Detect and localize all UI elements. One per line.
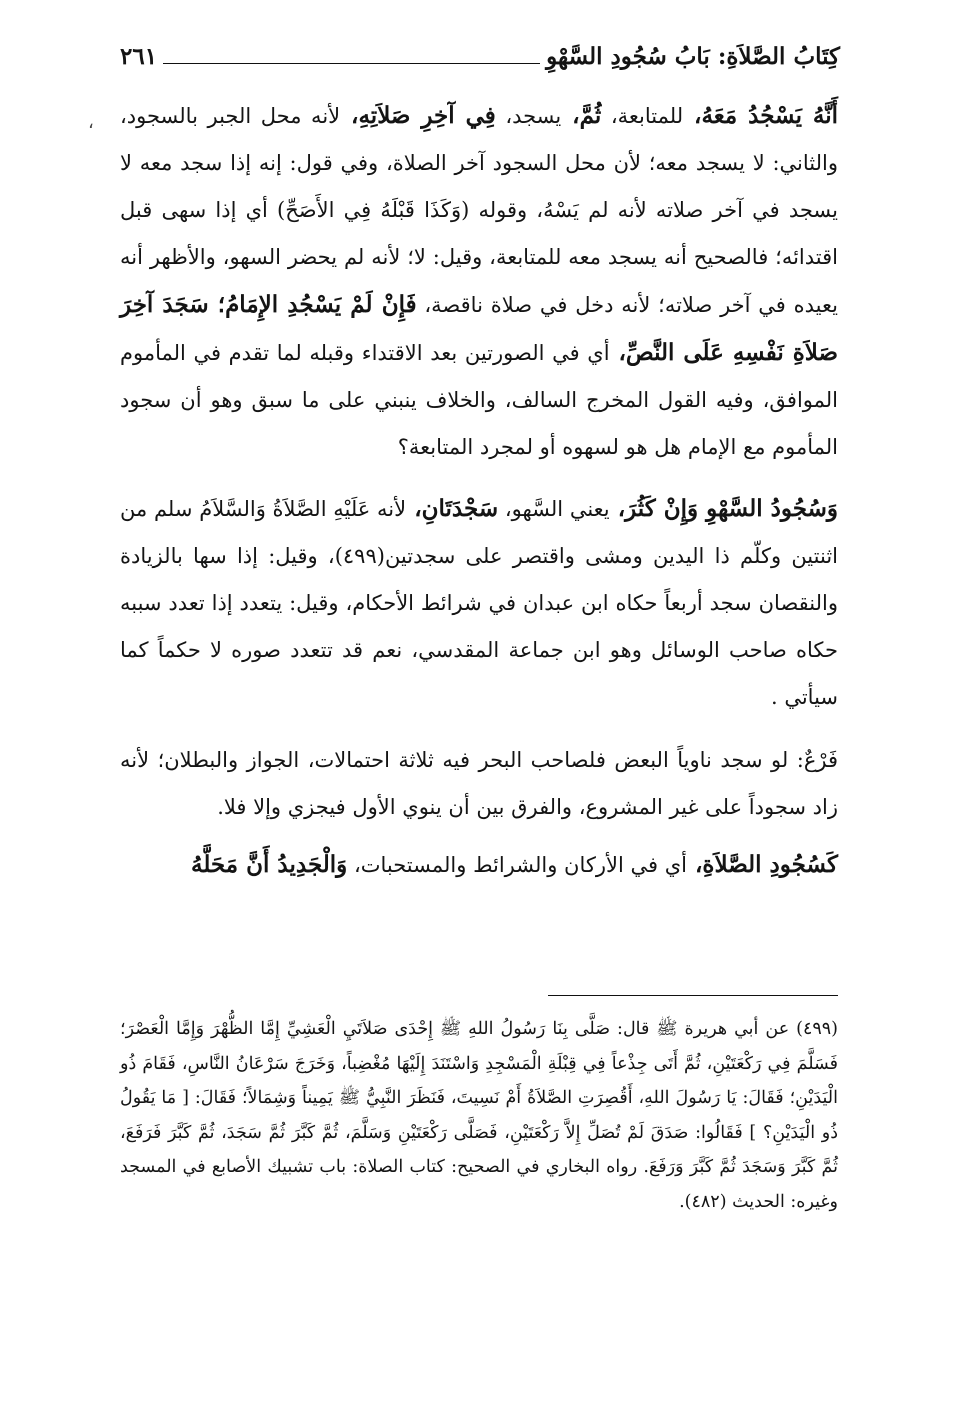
- main-text: [120, 92, 838, 889]
- commentary-segment: أي في الأركان والشرائط والمستحبات،: [347, 853, 687, 877]
- running-header: [120, 30, 840, 70]
- page-number: ٢٦١: [120, 43, 158, 70]
- paragraph-3: [120, 737, 838, 831]
- matn-segment: فَإِنْ لَمْ يَسْجُدِ الإِمَامُ؛ سَجَدَ آخِرَ صَلاَةِ نَفْسِهِ عَلَى النَّصِّ،: [120, 291, 838, 366]
- matn-segment: سَجْدَتَانِ،: [406, 495, 499, 522]
- footnote-499: (٤٩٩) عن أبي هريرة ﷺ قال: صَلَّى بِنَا رَسُولُ اللهِ ﷺ إِحْدَى صَلاَتَيِ الْعَشِيِّ إِمَّا الظُّهْرَ وَإِمَّا الْعَصْرَ؛ فَسَلَّمَ فِي رَكْعَتَيْنِ، ثُمَّ أَتَى جِذْعاً فِي قِبْلَةِ الْمَسْجِدِ وَاسْتَنَدَ إِلَيْهَا مُغْضِباً، وَخَرَجَ سَرْعَانُ النَّاسِ، فَقَامَ ذُو الْيَدَيْنِ؛ فَقَالَ: يَا رَسُولَ اللهِ، أَقُصِرَتِ الصَّلاَةُ أَمْ نَسِيتَ، فَنَظَرَ النَّبِيُّ ﷺ يَمِيناً وَشِمَالاً؛ فَقَالَ: [ مَا يَقُولُ ذُو الْيَدَيْنِ؟ ] فَقَالُوا: صَدَقَ لَمْ تُصَلِّ إِلاَّ رَكْعَتَيْنِ، فَصَلَّى رَكْعَتَيْنِ وَسَلَّمَ، ثُمَّ كَبَّرَ ثُمَّ سَجَدَ، ثُمَّ كَبَّرَ فَرَفَعَ، ثُمَّ كَبَّرَ وَسَجَدَ ثُمَّ كَبَّرَ وَرَفَعَ. رواه البخاري في الصحيح: كتاب الصلاة: باب تشبيك الأصابع في المسجد وغيره: الحديث (٤٨٢).: [120, 1019, 838, 1212]
- margin-mark: ،: [88, 112, 94, 133]
- commentary-segment: لأنه عَلَيْهِ الصَّلاَةُ وَالسَّلاَمُ سلم من اثنتين وكلّم ذا اليدين ومشى واقتصر على سجدتين(٤٩٩)، وقيل: إذا سها بالزيادة والنقصان سجد أربعاً حكاه ابن عبدان في شرائط الأحكام، وقيل: يتعدد إذا تعدد سببه حكاه صاحب الوسائل وهو ابن جماعة المقدسي، نعم قد تتعدد صوره لا حكماً كما سيأتي .: [120, 497, 838, 709]
- matn-segment: وَالْجَدِيدُ أَنَّ مَحَلَّهُ: [190, 851, 348, 878]
- matn-segment: فِي آخِرِ صَلاَتِهِ،: [340, 102, 496, 129]
- matn-segment: ثُمَّ،: [561, 102, 602, 129]
- matn-segment: وَسُجُودُ السَّهْوِ وَإِنْ كَثُرَ،: [609, 495, 838, 522]
- commentary-segment: أي في الصورتين بعد الاقتداء وقبله لما تقدم في المأموم الموافق، وفيه القول المخرج السالف، والخلاف ينبني على ما سبق وهو أن سجود المأموم مع الإمام هل هو لسهوه أو لمجرد المتابعة؟: [120, 341, 838, 459]
- footnote-separator: [548, 995, 838, 996]
- matn-segment: أَنَّهُ يَسْجُدُ مَعَهُ،: [683, 102, 838, 129]
- commentary-segment: يسجد،: [495, 104, 562, 128]
- matn-segment: كَسُجُودِ الصَّلاَةِ،: [687, 851, 838, 878]
- commentary-segment: فَرْعٌ: لو سجد ناوياً البعض فلصاحب البحر فيه ثلاثة احتمالات، الجواز والبطلان؛ لأنه زاد سجوداً على غير المشروع، والفرق بين أن ينوي الأول فيجزي وإلا فلا.: [120, 748, 838, 819]
- commentary-segment: لأنه محل الجبر بالسجود، والثاني: لا يسجد معه؛ لأن محل السجود آخر الصلاة، وفي قول: إنه إذا سجد معه لا يسجد في آخر صلاته لأنه لم يَسْهُ، وقوله (وَكَذَا قَبْلَهُ فِي الأَصَحِّ) أي إذا سهى قبل اقتدائه؛ فالصحيح أنه يسجد معه للمتابعة، وقيل: لا؛ لأنه لم يحضر السهو، والأظهر أنه يعيده في آخر صلاته؛ لأنه دخل في صلاة ناقصة،: [120, 104, 838, 317]
- paragraph-1: [120, 92, 838, 471]
- paragraph-4: [120, 841, 838, 889]
- chapter-title: كِتَابُ الصَّلاَةِ: بَابُ سُجُودِ السَّهْوِ: [546, 43, 840, 70]
- paragraph-2: [120, 485, 838, 721]
- header-rule: [163, 63, 540, 64]
- commentary-segment: يعني السَّهو،: [498, 497, 610, 521]
- commentary-segment: للمتابعة،: [601, 104, 684, 128]
